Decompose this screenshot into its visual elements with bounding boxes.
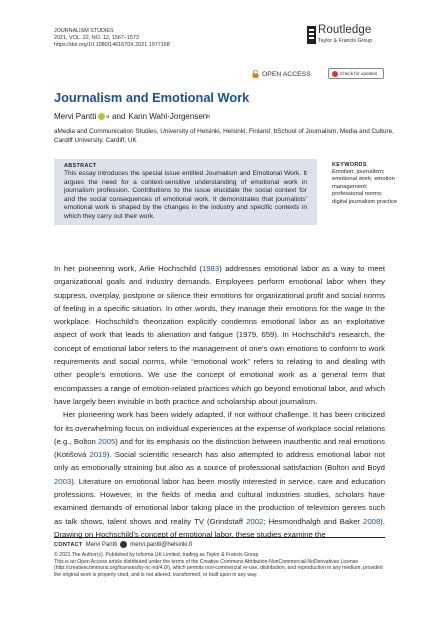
citation-link[interactable]: 2008 (363, 516, 381, 526)
orcid-icon[interactable] (98, 113, 105, 120)
keywords-block (332, 162, 398, 206)
abstract-box (54, 159, 317, 225)
body-text: ). Drawing on Hochschild’s concept of emotional labor, these studies examine the (54, 516, 386, 539)
publisher-name: Routledge (318, 24, 372, 36)
license-footer (54, 552, 385, 578)
keywords-heading: KEYWORDS (332, 162, 367, 168)
contact-line (54, 541, 192, 548)
author-line (54, 112, 210, 121)
open-access-label: OPEN ACCESS (262, 70, 311, 78)
abstract-text: This essay introduces the special issue entitled Journalism and Emotional Work. It argues the need for a context-sensitive understanding of emotional work in journalism profession. Contributions to the issue elucidate the social context for and the social consequences of emotional work. It demonstrates that journalists’ emotional work is shaped by the changes in the industry and specific contexts in which they carry out their work. (64, 170, 307, 220)
email-icon (120, 541, 127, 548)
and-connector: and (112, 112, 126, 121)
citation-link[interactable]: 2003 (54, 476, 72, 486)
abstract-heading: ABSTRACT (64, 163, 97, 169)
volume-line: 2021, VOL. 22, NO. 12, 1567–1573 (54, 35, 139, 41)
contact-email[interactable]: mervi.pantti@helsinki.fi (130, 541, 193, 548)
body-text: In her pioneering work, Arlie Hochschild ( (54, 264, 202, 273)
article-body (54, 262, 385, 541)
routledge-logo-icon (307, 26, 316, 44)
publisher-subtitle: Taylor & Francis Group (318, 38, 373, 44)
author-name: Mervi Pantti (54, 112, 97, 121)
body-paragraph (54, 262, 385, 408)
affiliations: aMedia and Communication Studies, University of Helsinki, Helsinki, Finland; bSchool of Journalism, Media and Culture, Cardiff University, Cardiff, UK (54, 128, 394, 144)
journal-name: JOURNALISM STUDIES (54, 28, 114, 34)
affiliation-marker: b (207, 113, 211, 120)
citation-link[interactable]: 2005 (98, 436, 116, 446)
footer-divider (54, 537, 385, 538)
body-text: ) addresses emotional labor as a way to meet organizational goals and industry demands. Employees perform emotional labor when they suppress, overplay, postpone or silence their emotions for organizational profit and social norms of feeling in a specific situation. In other words, they manage their emotions for the wage in the workplace. Hochschild’s theorization explicitly condemns emotional labor as an exploitative aspect of work that leads to alienation and fatigue (1979, 659). In Hochschild’s research, the concept of emotional labor refers to the management of one’s own emotions to conform to work requirements and social norms, while “emotional work” refers to relating to and dealing with other people’s emotions. We use the concept of emotional work as a general term that encompasses a range of emotion-related practices which go beyond emotional labor, and which have largely been invisible in both practice and scholarship about journalism. (54, 264, 385, 406)
journal-info (54, 28, 170, 49)
body-paragraph (54, 408, 385, 541)
contact-name: Mervi Pantti (85, 541, 118, 548)
author-name: Karin Wahl-Jorgensen (128, 112, 208, 121)
license-text: This is an Open Access article distributed under the terms of the Creative Commons Attribution-NonCommercial-NoDerivatives License (http://creativecommons.org/licenses/by-nc-nd/4.0/), which permits non-commercial re-use, distribution, and reproduction in any medium, provided the original work is properly cited, and is not altered, transformed, or built upon in any way. (54, 558, 383, 578)
doi-link[interactable]: https://doi.org/10.1080/1461670X.2021.1977168 (54, 42, 170, 48)
check-for-updates-label: Check for updates (340, 71, 378, 76)
open-lock-icon (252, 70, 259, 78)
crossmark-icon (332, 71, 338, 77)
open-access-badge (252, 70, 311, 78)
article-title: Journalism and Emotional Work (54, 90, 250, 105)
check-for-updates-button[interactable] (328, 68, 384, 79)
citation-link[interactable]: 1983 (201, 264, 220, 273)
affiliation-marker: a (106, 113, 110, 120)
citation-link[interactable]: 2019 (89, 450, 107, 460)
contact-label: CONTACT (54, 541, 83, 548)
body-text: ) and for its emphasis on the distinction between inauthentic and real emotions (Kotišová (54, 436, 385, 460)
citation-link[interactable]: 2002 (246, 516, 264, 526)
body-text: ; Hesmondhalgh and Baker (263, 516, 364, 526)
copyright-text: © 2021 The Author(s). Published by Informa UK Limited, trading as Taylor & Francis Group (54, 552, 259, 558)
body-text: ). Social scientific research has also attempted to address emotional labor not only as emotionally straining but also as a source of professional satisfaction (Bolton and Boyd (54, 450, 385, 473)
body-text: ). Literature on emotional labor has been mostly interested in service, care and education professions. However, in the fields of media and cultural industries studies, scholars have examined demands of emotional labor taking place in the production of television genres such as talk shows, talent shows and reality TV (Grindstaff (54, 476, 385, 526)
body-text: Her pioneering work has been widely adapted, if not without challenge. It has been criticized for its overwhelming focus on individual experiences at the expense of workplace social relations (e.g., Bolton (54, 410, 385, 446)
keywords-text: Emotion; journalism; emotional work; emotion management; professional norms; digital journalism practice (332, 169, 398, 205)
